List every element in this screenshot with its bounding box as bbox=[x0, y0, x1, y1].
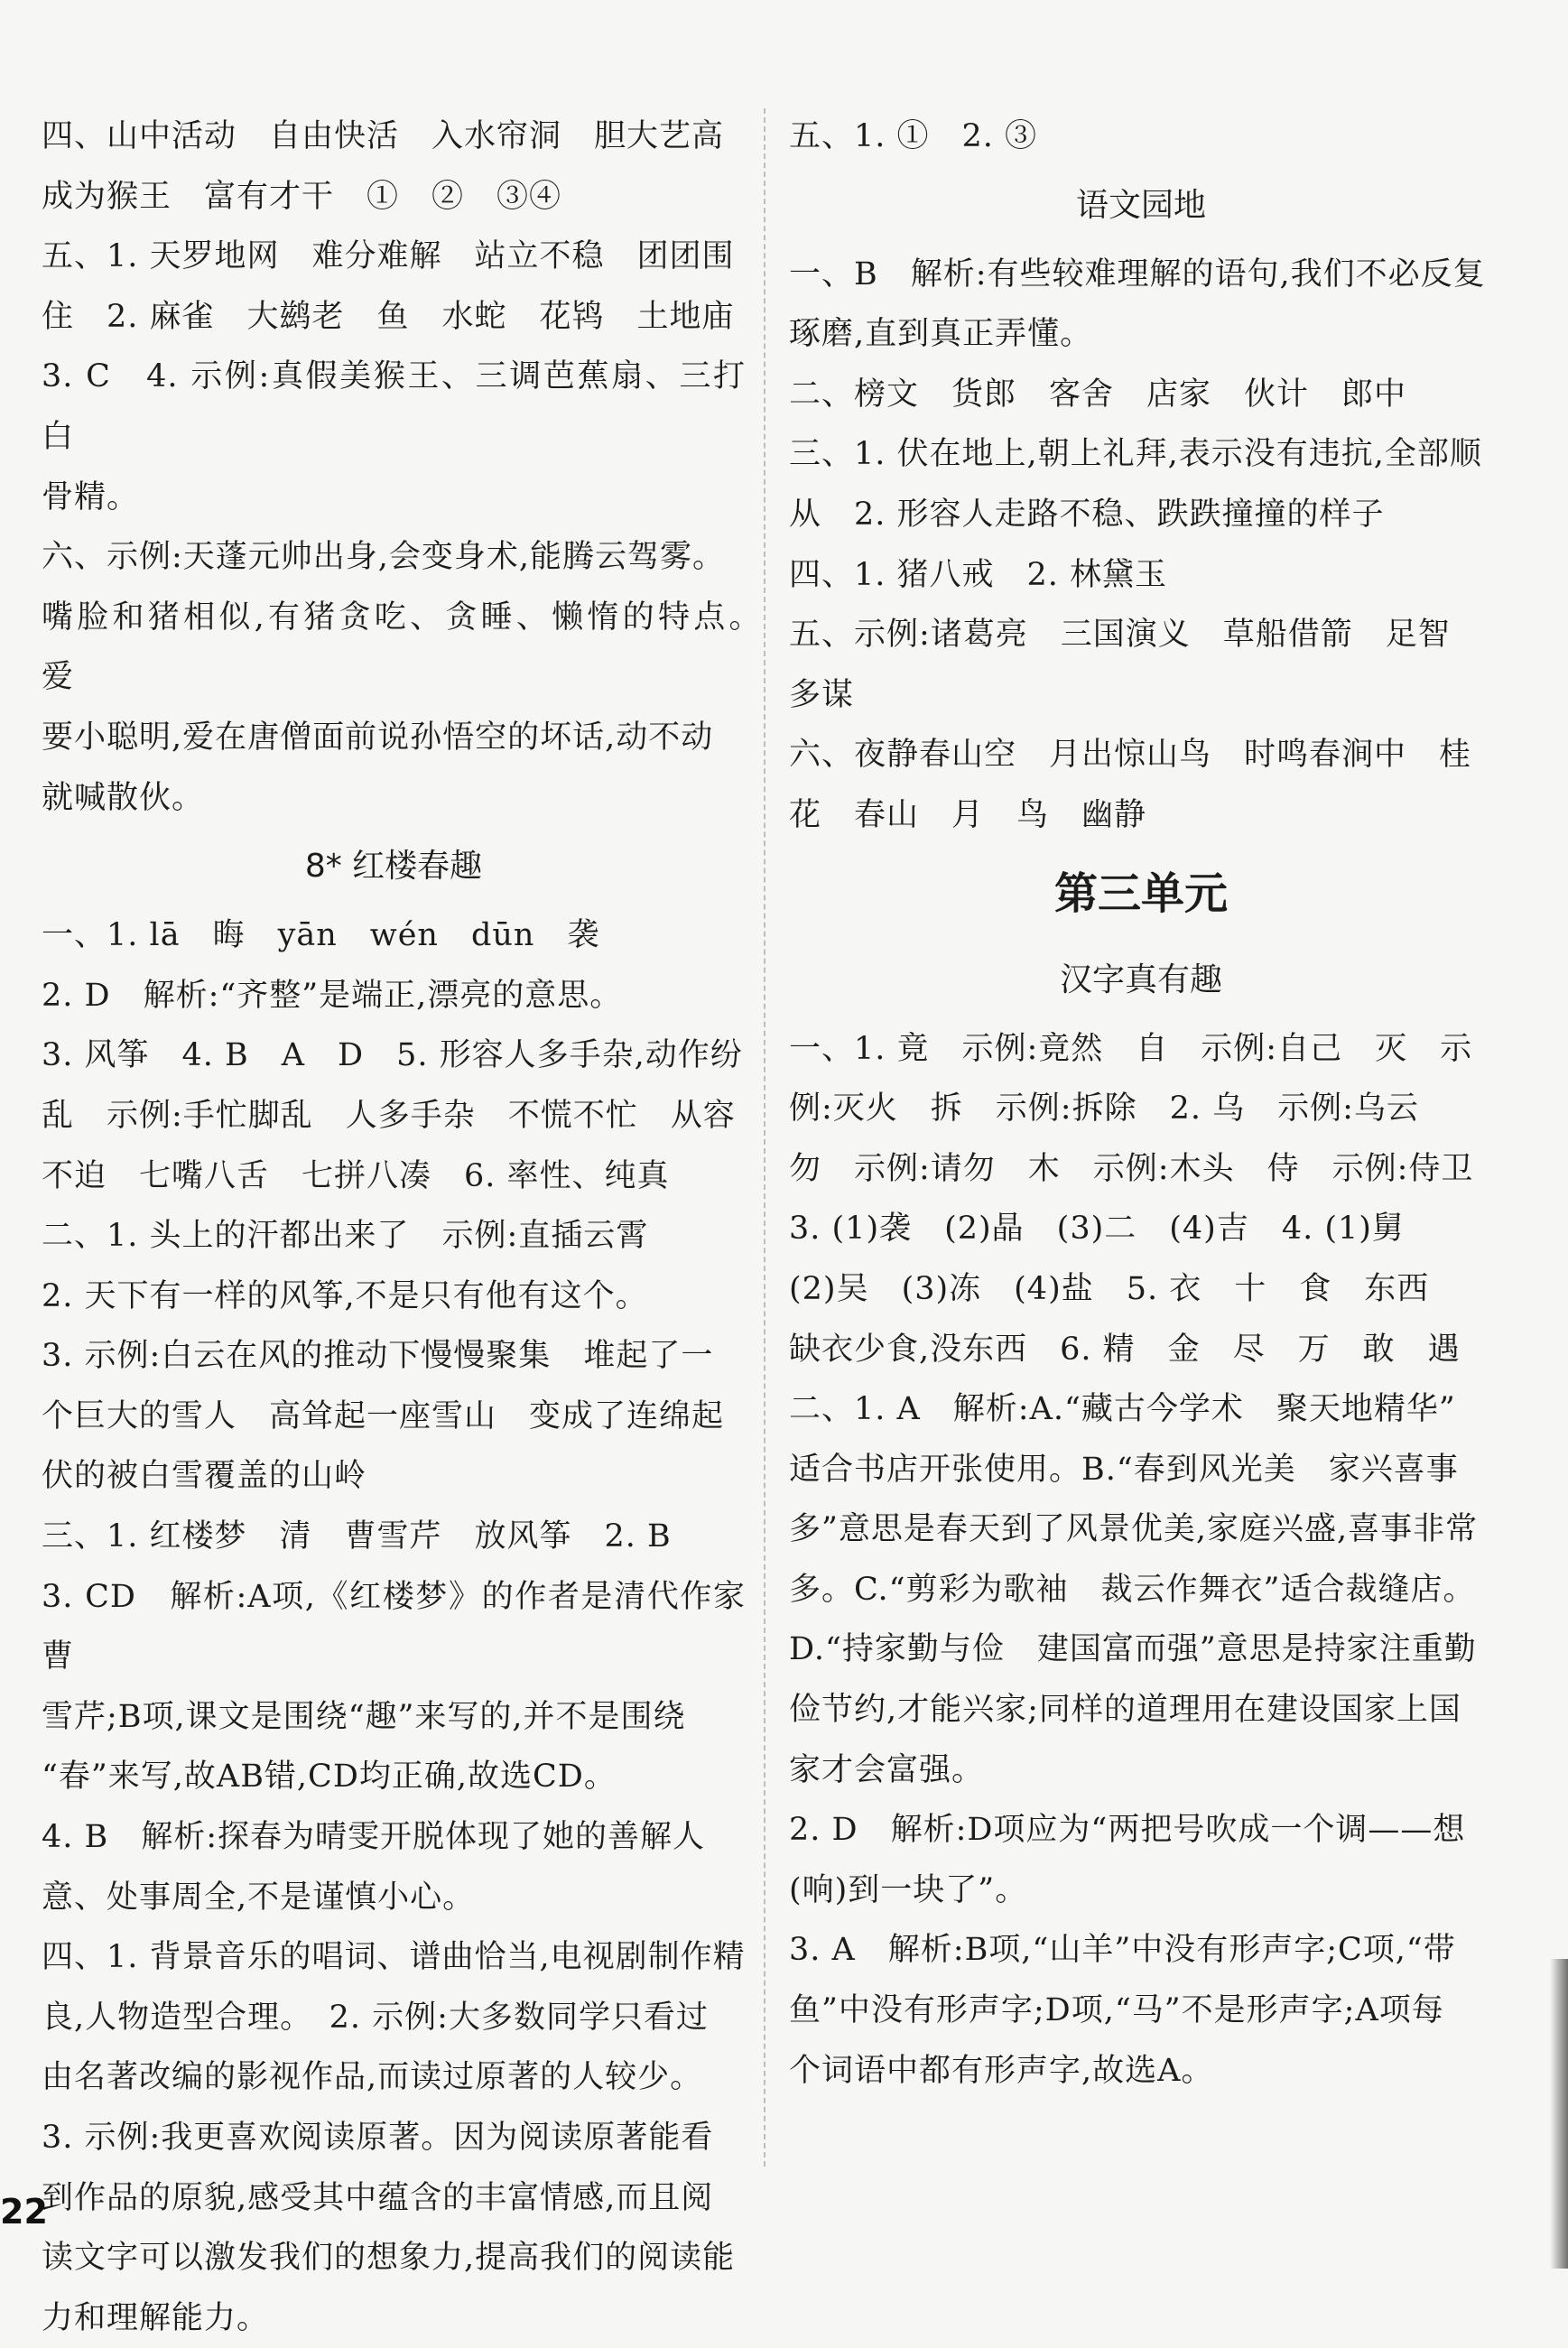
column-divider bbox=[764, 108, 765, 2167]
answer-line: D.“持家勤与俭 建国富而强”意思是持家注重勤 bbox=[789, 1631, 1477, 1668]
answer-line: 成为猴王 富有才干 ① ② ③④ bbox=[42, 178, 562, 215]
answer-line: 3. 示例:我更喜欢阅读原著。因为阅读原著能看 bbox=[42, 2120, 714, 2156]
answer-line: 3. C 4. 示例:真假美猴王、三调芭蕉扇、三打白 bbox=[42, 358, 746, 455]
answer-line: 意、处事周全,不是谨慎小心。 bbox=[42, 1879, 476, 1916]
answer-line: 乱 示例:手忙脚乱 人多手杂 不慌不忙 从容 bbox=[42, 1097, 736, 1134]
answer-line: 2. D 解析:“齐整”是端正,漂亮的意思。 bbox=[42, 977, 623, 1014]
left-block-2 bbox=[42, 905, 746, 2348]
answer-line: 缺衣少食,没东西 6. 精 金 尽 万 敢 遇 bbox=[789, 1331, 1461, 1368]
section-title-yuwen-yuandi: 语文园地 bbox=[1075, 186, 1206, 224]
answer-line: 雪芹;B项,课文是围绕“趣”来写的,并不是围绕 bbox=[42, 1698, 686, 1735]
right-column bbox=[789, 107, 1493, 2101]
answer-line: 3. A 解析:B项,“山羊”中没有形声字;C项,“带 bbox=[789, 1932, 1456, 1969]
answer-line: 由名著改编的影视作品,而读过原著的人较少。 bbox=[42, 2059, 703, 2096]
right-block-1 bbox=[789, 107, 1493, 167]
answer-line: 个词语中都有形声字,故选A。 bbox=[789, 2052, 1214, 2089]
answer-line: 到作品的原貌,感受其中蕴含的丰富情感,而且阅 bbox=[42, 2179, 714, 2216]
answer-line: 例:灭火 拆 示例:拆除 2. 乌 示例:乌云 bbox=[789, 1090, 1419, 1128]
page-number: 22 bbox=[0, 2192, 48, 2232]
answer-line: (响)到一块了”。 bbox=[789, 1871, 1028, 1908]
answer-line: 一、1. lā 晦 yān wén dūn 袭 bbox=[42, 917, 600, 954]
answer-line: 琢磨,直到真正弄懂。 bbox=[789, 316, 1093, 353]
answer-line: 鱼”中没有形声字;D项,“马”不是形声字;A项每 bbox=[789, 1992, 1444, 2029]
answer-line: 4. B 解析:探春为晴雯开脱体现了她的善解人 bbox=[42, 1819, 706, 1856]
answer-line: 三、1. 红楼梦 清 曹雪芹 放风筝 2. B bbox=[42, 1518, 672, 1555]
answer-line: 读文字可以激发我们的想象力,提高我们的阅读能 bbox=[42, 2240, 736, 2277]
answer-line: 3. 示例:白云在风的推动下慢慢聚集 堆起了一 bbox=[42, 1338, 714, 1375]
answer-line: 良,人物造型合理。 2. 示例:大多数同学只看过 bbox=[42, 1999, 709, 2036]
answer-line: 就喊散伙。 bbox=[42, 779, 205, 816]
answer-line: 3. 风筝 4. B A D 5. 形容人多手杂,动作纷 bbox=[42, 1037, 743, 1074]
answer-line: 适合书店开张使用。B.“春到风光美 家兴喜事 bbox=[789, 1451, 1459, 1488]
answer-line: 花 春山 月 鸟 幽静 bbox=[789, 796, 1147, 833]
answer-line: 家才会富强。 bbox=[789, 1751, 985, 1788]
answer-line: 六、夜静春山空 月出惊山鸟 时鸣春涧中 桂 bbox=[789, 737, 1472, 774]
answer-line: 3. CD 解析:A项,《红楼梦》的作者是清代作家曹 bbox=[42, 1578, 746, 1675]
answer-line: 骨精。 bbox=[42, 478, 140, 515]
answer-line: 二、1. A 解析:A.“藏古今学术 聚天地精华” bbox=[789, 1391, 1456, 1428]
answer-line: (2)吴 (3)冻 (4)盐 5. 衣 十 食 东西 bbox=[789, 1270, 1430, 1307]
answer-line: 多谋 bbox=[789, 676, 855, 713]
answer-line: 五、1. 天罗地网 难分难解 站立不稳 团团围 bbox=[42, 238, 735, 275]
right-block-3 bbox=[789, 1019, 1493, 2102]
answer-line: 五、示例:诸葛亮 三国演义 草船借箭 足智 bbox=[789, 617, 1451, 654]
answer-line: 勿 示例:请勿 木 示例:木头 侍 示例:侍卫 bbox=[789, 1150, 1474, 1187]
answer-line: 多”意思是春天到了风景优美,家庭兴盛,喜事非常 bbox=[789, 1511, 1479, 1548]
answer-line: 一、B 解析:有些较难理解的语句,我们不必反复 bbox=[789, 255, 1486, 292]
answer-line: 2. 天下有一样的风筝,不是只有他有这个。 bbox=[42, 1277, 648, 1314]
answer-line: 2. D 解析:D项应为“两把号吹成一个调——想 bbox=[789, 1812, 1466, 1849]
answer-line: 四、山中活动 自由快活 入水帘洞 胆大艺高 bbox=[42, 118, 725, 154]
answer-line: 住 2. 麻雀 大鹚老 鱼 水蛇 花鸨 土地庙 bbox=[42, 298, 735, 335]
answer-line: 要小聪明,爱在唐僧面前说孙悟空的坏话,动不动 bbox=[42, 719, 714, 756]
page-edge-shadow bbox=[1550, 1959, 1568, 2269]
answer-line: 三、1. 伏在地上,朝上礼拜,表示没有违抗,全部顺 bbox=[789, 436, 1482, 473]
right-block-2 bbox=[789, 245, 1493, 846]
answer-line: 俭节约,才能兴家;同样的道理用在建设国家上国 bbox=[789, 1692, 1461, 1729]
answer-line: “春”来写,故AB错,CD均正确,故选CD。 bbox=[42, 1759, 617, 1796]
answer-line: 二、1. 头上的汗都出来了 示例:直插云霄 bbox=[42, 1218, 649, 1255]
section-title-hanzi: 汉字真有趣 bbox=[1059, 961, 1222, 998]
answer-line: 四、1. 背景音乐的唱词、谱曲恰当,电视剧制作精 bbox=[42, 1939, 746, 1976]
answer-line: 伏的被白雪覆盖的山岭 bbox=[42, 1458, 367, 1495]
unit-title: 第三单元 bbox=[1053, 868, 1228, 919]
answer-line: 不迫 七嘴八舌 七拼八凑 6. 率性、纯真 bbox=[42, 1157, 670, 1194]
answer-line: 六、示例:天蓬元帅出身,会变身术,能腾云驾雾。 bbox=[42, 539, 726, 576]
section-title-honglou: 8* 红楼春趣 bbox=[304, 848, 483, 886]
left-block-1 bbox=[42, 107, 779, 828]
answer-line: 四、1. 猪八戒 2. 林黛玉 bbox=[789, 556, 1168, 593]
answer-line: 个巨大的雪人 高耸起一座雪山 变成了连绵起 bbox=[42, 1397, 725, 1434]
answer-line: 嘴脸和猪相似,有猪贪吃、贪睡、懒惰的特点。 爱 bbox=[42, 599, 779, 696]
answer-line: 五、1. ① 2. ③ bbox=[789, 118, 1038, 154]
answer-line: 力和理解能力。 bbox=[42, 2299, 270, 2336]
left-column bbox=[42, 107, 779, 2348]
answer-line: 多。C.“剪彩为歌袖 裁云作舞衣”适合裁缝店。 bbox=[789, 1571, 1476, 1608]
answer-line: 一、1. 竟 示例:竟然 自 示例:自己 灭 示 bbox=[789, 1030, 1473, 1067]
answer-line: 从 2. 形容人走路不稳、跌跌撞撞的样子 bbox=[789, 496, 1385, 533]
answer-line: 3. (1)袭 (2)晶 (3)二 (4)吉 4. (1)舅 bbox=[789, 1211, 1405, 1248]
answer-line: 二、榜文 货郎 客舍 店家 伙计 郎中 bbox=[789, 376, 1407, 413]
